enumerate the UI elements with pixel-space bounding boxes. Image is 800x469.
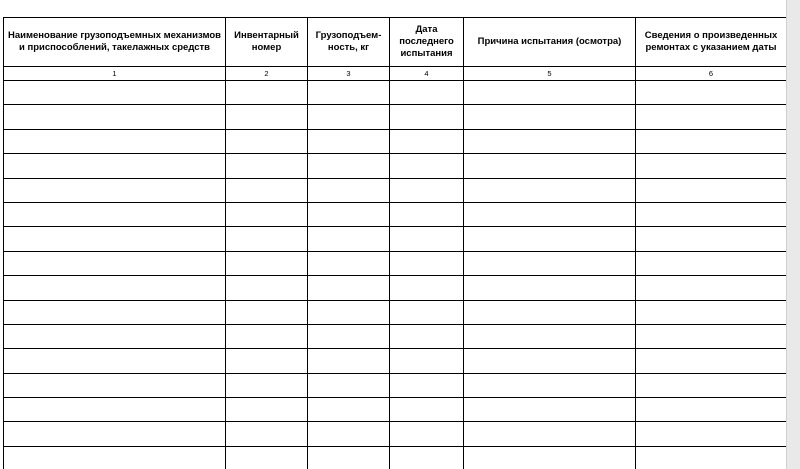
- blank-table-cell: [308, 227, 390, 251]
- blank-table-cell: [4, 251, 226, 275]
- blank-table-cell: [308, 373, 390, 397]
- blank-table-row: [4, 227, 787, 251]
- blank-table-cell: [308, 178, 390, 202]
- blank-table-cell: [226, 276, 308, 300]
- blank-table-cell: [308, 129, 390, 153]
- blank-table-cell: [4, 154, 226, 178]
- blank-table-cell: [4, 227, 226, 251]
- column-number-row: [4, 67, 787, 81]
- blank-table-cell: [4, 446, 226, 469]
- blank-table-cell: [390, 178, 464, 202]
- blank-table-cell: [464, 129, 636, 153]
- window-right-edge: [786, 0, 800, 469]
- blank-table-cell: [636, 349, 787, 373]
- blank-table-cell: [636, 129, 787, 153]
- blank-table-cell: [226, 446, 308, 469]
- blank-table-cell: [308, 422, 390, 446]
- blank-table-cell: [4, 276, 226, 300]
- blank-table-cell: [390, 81, 464, 105]
- blank-table-row: [4, 324, 787, 348]
- header-test-reason: Причина испытания (осмотра): [464, 18, 636, 67]
- blank-table-cell: [226, 373, 308, 397]
- blank-table-cell: [226, 300, 308, 324]
- blank-table-cell: [636, 373, 787, 397]
- header-load-capacity: Грузоподъем- ность, кг: [308, 18, 390, 67]
- header-last-test-date: Дата последнего испытания: [390, 18, 464, 67]
- blank-table-row: [4, 446, 787, 469]
- blank-table-cell: [4, 81, 226, 105]
- blank-table-row: [4, 373, 787, 397]
- blank-table-cell: [636, 154, 787, 178]
- blank-table-cell: [390, 324, 464, 348]
- blank-table-cell: [464, 324, 636, 348]
- blank-table-cell: [464, 398, 636, 422]
- blank-table-cell: [636, 178, 787, 202]
- blank-table-cell: [308, 324, 390, 348]
- column-number-cell: 5: [464, 67, 636, 81]
- blank-table-cell: [390, 276, 464, 300]
- blank-table-cell: [464, 202, 636, 226]
- blank-table-cell: [4, 422, 226, 446]
- blank-table-row: [4, 202, 787, 226]
- blank-table-cell: [464, 373, 636, 397]
- blank-table-row: [4, 349, 787, 373]
- blank-table-cell: [390, 300, 464, 324]
- blank-table-cell: [226, 105, 308, 129]
- blank-table-row: [4, 81, 787, 105]
- blank-table-cell: [4, 398, 226, 422]
- blank-table-cell: [464, 81, 636, 105]
- blank-table-cell: [226, 324, 308, 348]
- blank-table-cell: [390, 227, 464, 251]
- blank-table-cell: [464, 300, 636, 324]
- blank-table-cell: [636, 202, 787, 226]
- blank-table-cell: [390, 129, 464, 153]
- blank-table-cell: [390, 373, 464, 397]
- blank-table-cell: [390, 446, 464, 469]
- column-number-cell: 4: [390, 67, 464, 81]
- blank-table-row: [4, 251, 787, 275]
- blank-table-cell: [226, 129, 308, 153]
- blank-table-cell: [226, 178, 308, 202]
- blank-table-row: [4, 129, 787, 153]
- blank-table-cell: [464, 105, 636, 129]
- blank-table-cell: [4, 373, 226, 397]
- column-number-cell: 2: [226, 67, 308, 81]
- blank-table-cell: [390, 202, 464, 226]
- blank-table-cell: [308, 398, 390, 422]
- blank-table-cell: [636, 446, 787, 469]
- header-row: [4, 18, 787, 67]
- blank-table-cell: [308, 349, 390, 373]
- blank-table-cell: [464, 178, 636, 202]
- blank-table-cell: [4, 178, 226, 202]
- blank-table-cell: [636, 324, 787, 348]
- blank-table-cell: [464, 154, 636, 178]
- blank-table-row: [4, 300, 787, 324]
- blank-table-row: [4, 105, 787, 129]
- blank-table-cell: [4, 349, 226, 373]
- blank-table-cell: [464, 446, 636, 469]
- blank-table-cell: [4, 129, 226, 153]
- blank-table-cell: [390, 105, 464, 129]
- blank-table-cell: [464, 422, 636, 446]
- blank-table-cell: [636, 81, 787, 105]
- blank-table-cell: [226, 398, 308, 422]
- blank-table-row: [4, 422, 787, 446]
- column-number-cell: 6: [636, 67, 787, 81]
- blank-table-cell: [4, 105, 226, 129]
- blank-table-row: [4, 178, 787, 202]
- blank-table-cell: [636, 300, 787, 324]
- blank-table-row: [4, 154, 787, 178]
- blank-table-cell: [390, 349, 464, 373]
- blank-table-cell: [308, 154, 390, 178]
- blank-table-cell: [308, 202, 390, 226]
- blank-table-cell: [226, 81, 308, 105]
- blank-table-cell: [226, 154, 308, 178]
- blank-table-cell: [464, 251, 636, 275]
- blank-table-cell: [636, 398, 787, 422]
- blank-table-cell: [308, 446, 390, 469]
- blank-table-cell: [464, 276, 636, 300]
- blank-table-cell: [226, 422, 308, 446]
- blank-table-cell: [390, 398, 464, 422]
- blank-table-cell: [636, 422, 787, 446]
- blank-table-cell: [636, 105, 787, 129]
- blank-table-cell: [390, 251, 464, 275]
- blank-table-cell: [308, 251, 390, 275]
- blank-table-cell: [308, 81, 390, 105]
- blank-table-cell: [308, 105, 390, 129]
- blank-table-cell: [308, 276, 390, 300]
- blank-table-cell: [636, 227, 787, 251]
- blank-table-row: [4, 276, 787, 300]
- blank-table-cell: [464, 349, 636, 373]
- blank-table-cell: [4, 300, 226, 324]
- blank-table-cell: [4, 324, 226, 348]
- blank-table-cell: [390, 154, 464, 178]
- header-repair-info: Сведения о произведенных ремонтах с указанием даты: [636, 18, 787, 67]
- blank-table-cell: [226, 251, 308, 275]
- blank-table-cell: [226, 349, 308, 373]
- column-number-cell: 1: [4, 67, 226, 81]
- blank-table-row: [4, 398, 787, 422]
- blank-table-cell: [226, 202, 308, 226]
- blank-table-cell: [226, 227, 308, 251]
- blank-table-cell: [464, 227, 636, 251]
- header-inventory-number: Инвентарный номер: [226, 18, 308, 67]
- blank-table-cell: [390, 422, 464, 446]
- lifting-equipment-register-table: [3, 17, 787, 469]
- blank-table-cell: [4, 202, 226, 226]
- blank-table-cell: [636, 276, 787, 300]
- blank-table-cell: [636, 251, 787, 275]
- column-number-cell: 3: [308, 67, 390, 81]
- blank-table-cell: [308, 300, 390, 324]
- header-equipment-name: Наименование грузоподъемных механизмов и приспособлений, такелажных средств: [4, 18, 226, 67]
